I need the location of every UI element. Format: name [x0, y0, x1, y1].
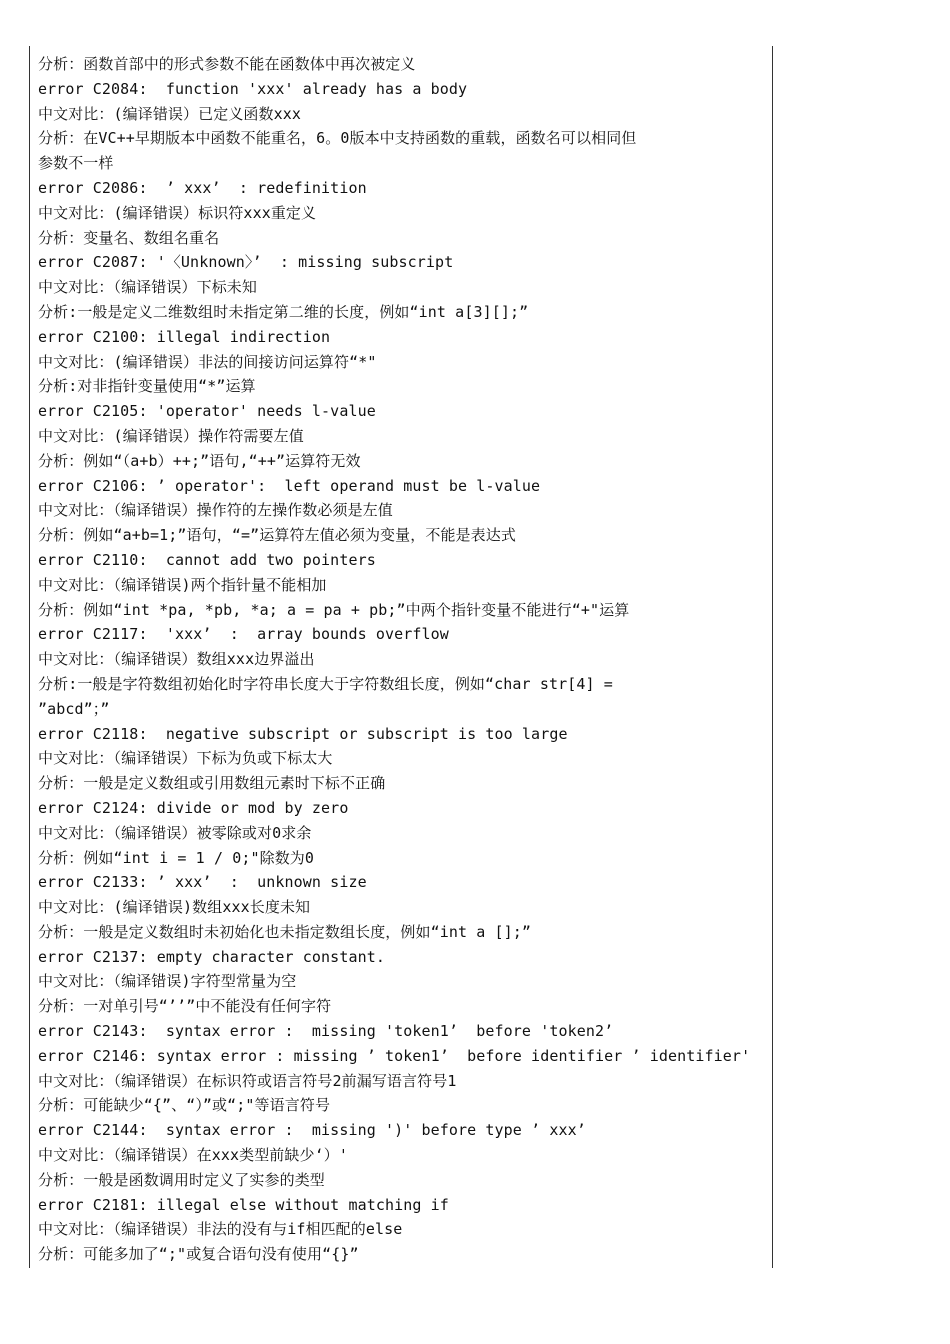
text-line: 中文对比：（编译错误）操作符的左操作数必须是左值	[38, 501, 393, 520]
text-line: 分析：一般是定义数组时未初始化也未指定数组长度，例如“int a [];”	[38, 922, 532, 941]
text-line: 分析：一般是定义数组或引用数组元素时下标不正确	[38, 774, 386, 793]
text-line: 分析:一般是字符数组初始化时字符串长度大于字符数组长度，例如“char str[4] =	[38, 674, 613, 693]
text-line: 中文对比：（编译错误）被零除或对0求余	[38, 823, 312, 842]
text-line: error C2106: ’ operator': left operand must be l-value	[38, 476, 541, 495]
text-line: 分析：例如“（a+b）++;”语句,“++”运算符无效	[38, 451, 361, 470]
text-line: 分析:一般是定义二维数组时未指定第二维的长度，例如“int a[3][];”	[38, 302, 529, 321]
text-line: 中文对比：(编译错误）标识符xxx重定义	[38, 203, 317, 222]
text-line: 分析:对非指针变量使用“*”运算	[38, 377, 256, 396]
text-line: 参数不一样	[38, 154, 114, 173]
text-line: 分析：例如“int *pa, *pb, *a; a = pa + pb;”中两个指针变量不能进行“+"运算	[38, 600, 630, 619]
text-line: 中文对比：(编译错误)数组xxx长度未知	[38, 898, 311, 917]
text-line: error C2105: 'operator' needs l-value	[38, 402, 376, 421]
text-line: 分析：可能缺少“{”、“）”或“;"等语言符号	[38, 1096, 331, 1115]
text-line: error C2137: empty character constant.	[38, 947, 385, 966]
text-line: 中文对比：（编译错误）下标未知	[38, 278, 258, 297]
text-line: 中文对比：(编译错误）已定义函数xxx	[38, 104, 302, 123]
document-body	[38, 52, 770, 1267]
text-line: 分析：一对单引号“’’”中不能没有任何字符	[38, 997, 332, 1016]
text-line: 分析：可能多加了“;"或复合语句没有使用“{}”	[38, 1245, 359, 1264]
text-line: error C2100: illegal indirection	[38, 327, 331, 346]
text-line: error C2118: negative subscript or subscript is too large	[38, 724, 568, 743]
text-line: 中文对比：(编译错误）操作符需要左值	[38, 426, 304, 445]
text-line: 中文对比：（编译错误）在xxx类型前缺少‘）'	[38, 1146, 348, 1165]
text-line: 分析：变量名、数组名重名	[38, 228, 220, 247]
text-line: 分析：一般是函数调用时定义了实参的类型	[38, 1170, 325, 1189]
text-line: error C2144: syntax error : missing ')' before type ’ xxx’	[38, 1121, 586, 1140]
text-line: error C2133: ’ xxx’ : unknown size	[38, 873, 367, 892]
text-line: 中文对比：（编译错误）下标为负或下标太大	[38, 749, 333, 768]
text-line: 分析：函数首部中的形式参数不能在函数体中再次被定义	[38, 55, 416, 73]
text-line: 中文对比：（编译错误)字符型常量为空	[38, 972, 297, 991]
text-line: error C2143: syntax error : missing 'token1’ before 'token2’	[38, 1022, 614, 1041]
text-line: 分析：例如“int i = 1 / 0;"除数为0	[38, 848, 315, 867]
text-line: error C2110: cannot add two pointers	[38, 550, 376, 569]
text-line: ”abcd”；”	[38, 699, 110, 718]
text-line: 分析：例如“a+b=1;”语句，“=”运算符左值必须为变量，不能是表达式	[38, 526, 516, 545]
text-line: 中文对比：（编译错误）在标识符或语言符号2前漏写语言符号1	[38, 1071, 457, 1090]
text-line: 中文对比：（编译错误)两个指针量不能相加	[38, 575, 327, 594]
text-line: error C2181: illegal else without matching if	[38, 1195, 449, 1214]
text-line: 中文对比：(编译错误）非法的间接访问运算符“*"	[38, 352, 377, 371]
text-line: error C2146: syntax error : missing ’ token1’ before identifier ’ identifier'	[38, 1046, 751, 1065]
text-line: error C2084: function 'xxx' already has a body	[38, 79, 468, 98]
text-line: error C2087: '〈Unknown〉’ : missing subscript	[38, 253, 454, 272]
text-line: error C2117: 'xxx’ : array bounds overflow	[38, 625, 449, 644]
text-line: 中文对比：（编译错误）非法的没有与if相匹配的else	[38, 1220, 403, 1239]
text-line: 分析：在VC++早期版本中函数不能重名，6。0版本中支持函数的重载，函数名可以相同但	[38, 129, 637, 148]
text-line: error C2124: divide or mod by zero	[38, 798, 349, 817]
text-line: error C2086: ’ xxx’ : redefinition	[38, 178, 367, 197]
text-line: 中文对比：（编译错误）数组xxx边界溢出	[38, 650, 315, 669]
